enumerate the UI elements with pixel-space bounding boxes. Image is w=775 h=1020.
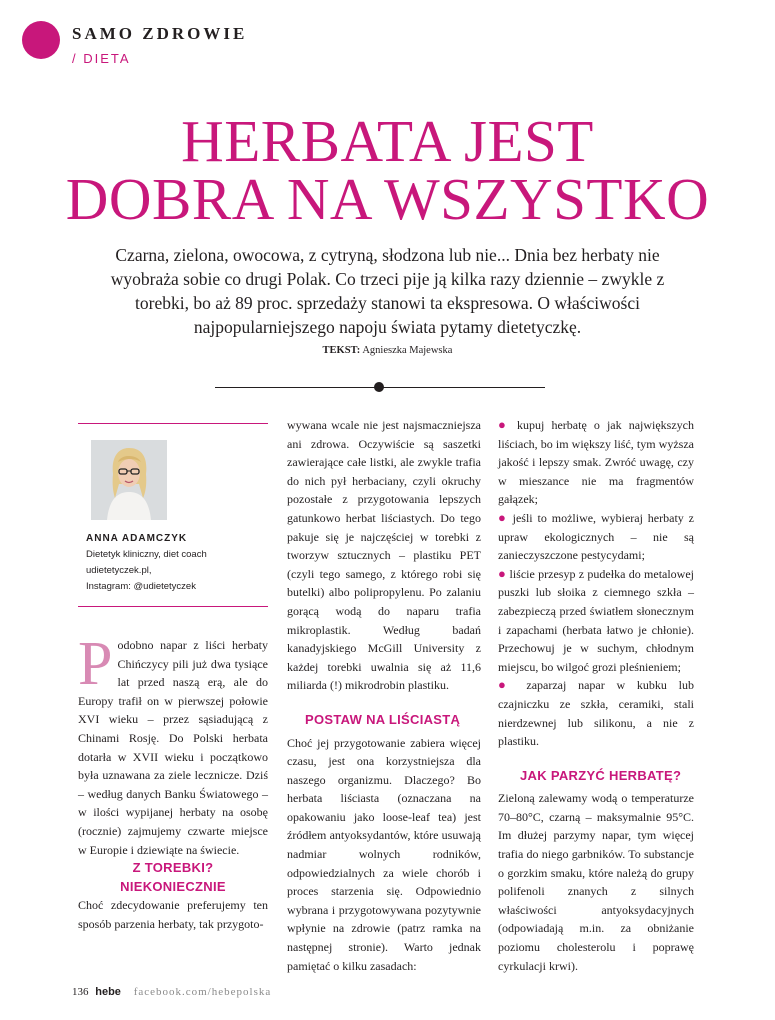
parzyc-paragraph: Zieloną zalewamy wodą o temperaturze 70–80°C, czarną – maksymalnie 95°C. Im dłużej parzymy napar, tym więcej trafia do niego garbników. To substancje o gorzkim smaku, które należą do grupy polifenoli znanych z silnych właściwości antyoksydacyjnych (odpowiadają m.in. za obniżanie poziomu cholesterolu i poprawę cyrkulacji krwi). [498, 791, 694, 973]
bullet-icon: ● [498, 509, 508, 525]
bullet-icon: ● [498, 677, 515, 693]
plastic-paragraph: wywana wcale nie jest najsmaczniejsza ani zdrowa. Oczywiście są saszetki zawierające całe listki, ale zwykle trafia do nich pył herbaciany, czyli okruchy pozostałe z przygotowania lepszych gatunkowo herbat liściastych. Do tego pakuje się je najczęściej w torebki z tworzyw sztucznych – plastiku PET (czyli tego samego, z którego robi się butelki) albo polipropylenu. Po zalaniu gorącą wodą do naparu trafia mikroplastik. Według badań kanadyjskiego McGill University z każdej torebki uwalnia się aż 11,6 miliarda (!) mikrodrobin plastiku. [287, 418, 481, 693]
torebki-paragraph: Choć zdecydowanie preferujemy ten sposób parzenia herbaty, tak przygoto- [78, 898, 268, 931]
bullet-icon: ● [498, 565, 507, 581]
subsection-title: / DIETA [72, 51, 131, 66]
divider-dot [374, 382, 384, 392]
article-lead: Czarna, zielona, owocowa, z cytryną, słodzona lub nie... Dnia bez herbaty nie wyobraża sobie co drugi Polak. Co trzeci pije ją kilka razy dziennie – zwykle z torebki, bo aż 89 proc. sprzedaży stanowi ta ekspresowa. O właściwości najpopularniejszego napoju świata pytamy dietetyczkę. [110, 245, 665, 337]
intro-paragraph: Podobno napar z liści herbaty Chińczycy pili już dwa tysiące lat przed naszą erą, ale do Europy trafił on w pierwszej połowie XVI wieku – przez sąsiadującą z Chinami Rosję. Do Polski herbata dotarła w XVII wieku i początkowo była uznawana za ziele lecznicze. Dziś – według danych Banku Światowego – w ilości wypijanej herbaty na osobę (rocznie) zajmujemy czwarte miejsce w Europie i dziewiąte na świecie. [78, 630, 268, 857]
article-title [0, 108, 775, 232]
credit-author: Agnieszka Majewska [362, 345, 453, 356]
author-credit [0, 345, 775, 356]
expert-box-bottom-rule [78, 606, 268, 607]
tip-item: ● zaparzaj napar w kubku lub czajniczku ze szkła, ceramiki, stali nierdzewnej lub silikonu, a nie z plastiku. [498, 677, 695, 749]
section-marker-dot [22, 21, 60, 59]
subhead-torebki: Z TOREBKI? NIEKONIECZNIE [120, 860, 226, 894]
tip-item: ● kupuj herbatę o jak największych liściach, bo im większy liść, tym wyższa jakość i lepszy smak. Zwróć uwagę, czy w mieszance nie ma fragmentów gałązek; [498, 417, 695, 507]
expert-bio [86, 531, 271, 595]
expert-box-top-rule [78, 423, 268, 424]
column-2 [287, 416, 481, 975]
expert-role: Dietetyk kliniczny, diet coach [86, 549, 207, 560]
page-footer [72, 986, 271, 998]
title-line-1: HERBATA JEST [181, 108, 594, 174]
expert-instagram-link[interactable]: Instagram: @udietetyczek [86, 581, 196, 592]
subhead-parzyc: JAK PARZYĆ HERBATĘ? [520, 767, 682, 783]
lisciasta-paragraph: Choć jej przygotowanie zabiera więcej czasu, jest ona korzystniejsza dla naszego organizmu. Dlaczego? Bo herbata liściasta (oznaczana na opakowaniu jako loose-leaf tea) jest źródłem antyoksydantów, które usuwają nadmiar wolnych rodników, odpowiedzialnych za wiele chorób i proces starzenia się. Odpowiednio wybrana i przygotowywana pozytywnie wpłynie na zdrowie (patrz ramka na następnej stronie). Warto jednak pamiętać o kilku zasadach: [287, 735, 481, 973]
tip-item: ● jeśli to możliwe, wybieraj herbaty z upraw ekologicznych – nie są zanieczyszczone pestycydami; [498, 509, 695, 563]
drop-cap: P [78, 630, 113, 698]
facebook-link[interactable]: facebook.com/hebepolska [133, 986, 272, 998]
credit-label: TEKST: [322, 345, 361, 356]
title-line-2: DOBRA NA WSZYSTKO [65, 166, 710, 232]
expert-photo [91, 440, 167, 520]
expert-name: ANNA ADAMCZYK [86, 533, 188, 544]
column-1 [78, 630, 268, 934]
page-number: 136 [72, 986, 89, 998]
expert-site-link[interactable]: udietetyczek.pl, [86, 565, 152, 576]
tip-item: ● liście przesyp z pudełka do metalowej puszki lub słoika z ciemnego szkła – zabezpieczą przed światłem słonecznym i zapachami (herbata łatwo je chłonie). Przechowuj je w suchym, chłodnym miejscu, bo wilgoć grozi pleśnieniem; [498, 565, 695, 674]
column-3 [498, 416, 694, 975]
section-title: SAMO ZDROWIE [72, 24, 248, 43]
magazine-logo: hebe [95, 986, 121, 998]
subhead-lisciasta: POSTAW NA LIŚCIASTĄ [305, 711, 461, 727]
bullet-icon: ● [498, 417, 510, 432]
